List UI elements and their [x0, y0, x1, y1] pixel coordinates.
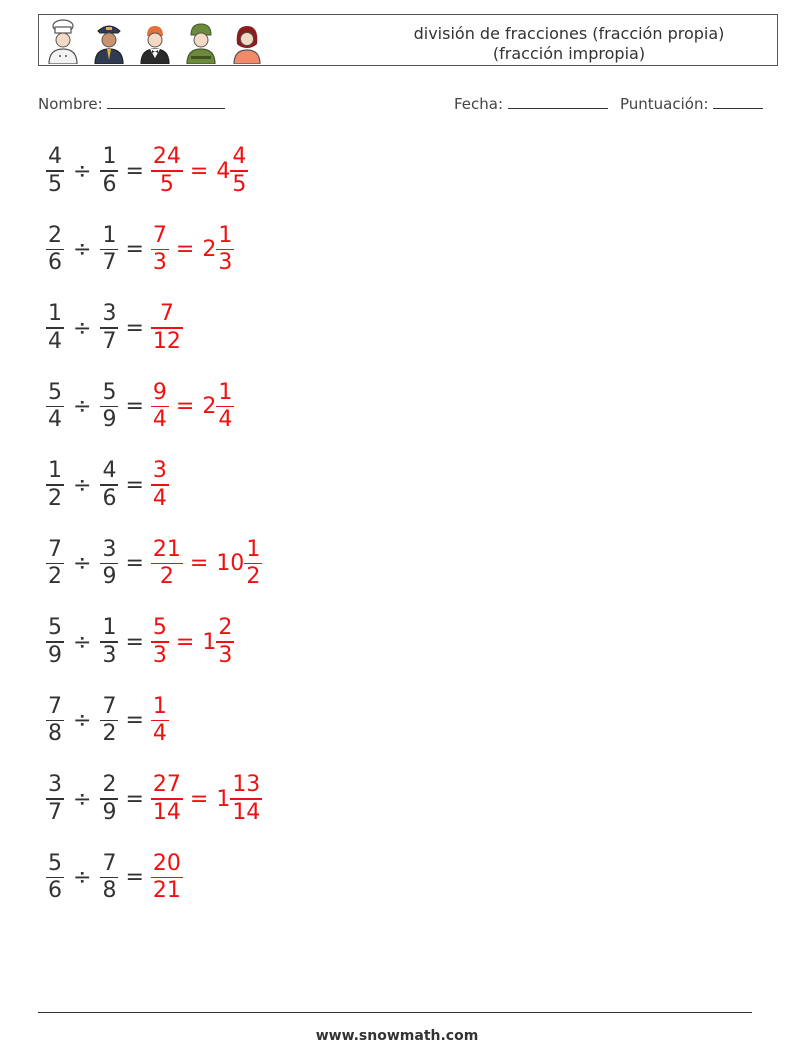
equals-sign: =: [125, 237, 144, 262]
title-line-1: división de fracciones (fracción propia): [413, 24, 725, 43]
problem-row: [46, 534, 262, 594]
problem-row: [46, 691, 169, 751]
answer-fraction: [151, 615, 169, 669]
numerator: 2: [218, 615, 233, 641]
denominator: 8: [48, 721, 62, 747]
divide-sign: ÷: [73, 158, 92, 184]
mixed-fraction: [244, 537, 262, 591]
mixed-fraction: [216, 615, 234, 669]
equals-sign: =: [125, 708, 144, 733]
denominator: 12: [152, 328, 181, 354]
footer-divider: [38, 1012, 752, 1013]
problem-row: [46, 141, 248, 201]
numerator: 5: [48, 615, 62, 641]
denominator: 6: [102, 171, 117, 197]
denominator: 14: [152, 799, 181, 825]
divisor-fraction: [100, 772, 118, 826]
denominator: 9: [102, 799, 117, 825]
equals-sign: =: [125, 315, 144, 341]
numerator: 7: [48, 536, 62, 562]
denominator: 3: [218, 250, 233, 276]
divide-sign: ÷: [73, 315, 92, 341]
equals-sign-answer: =: [175, 629, 195, 655]
numerator: 2: [102, 772, 117, 798]
divide-sign: ÷: [73, 708, 92, 733]
numerator: 1: [218, 379, 233, 405]
numerator: 1: [102, 615, 117, 641]
numerator: 21: [152, 536, 181, 562]
dividend-fraction: [46, 772, 64, 826]
denominator: 6: [102, 485, 117, 511]
denominator: 2: [246, 564, 261, 590]
numerator: 1: [152, 693, 167, 719]
numerator: 20: [152, 850, 181, 876]
mixed-fraction: [230, 772, 262, 826]
equals-sign: =: [125, 472, 144, 498]
numerator: 1: [48, 458, 62, 484]
chef-icon: [45, 18, 81, 64]
problem-row: [46, 298, 183, 358]
answer-fraction: [151, 694, 169, 748]
answer-fraction: [151, 380, 169, 434]
divisor-fraction: [100, 380, 118, 434]
equals-sign: =: [125, 786, 144, 812]
denominator: 4: [152, 721, 167, 747]
answer-fraction: [151, 772, 183, 826]
problem-row: [46, 612, 234, 672]
denominator: 2: [48, 485, 62, 511]
equals-sign: =: [125, 551, 144, 576]
date-field[interactable]: [454, 94, 608, 113]
answer-fraction: [151, 458, 169, 512]
denominator: 5: [48, 171, 62, 197]
problem-row: [46, 377, 234, 437]
denominator: 3: [102, 642, 117, 668]
date-blank[interactable]: [508, 94, 608, 109]
problem-row: [46, 455, 169, 515]
denominator: 2: [102, 721, 117, 747]
answer-fraction: [151, 223, 169, 277]
denominator: 2: [48, 564, 62, 590]
numerator: 1: [218, 222, 233, 248]
denominator: 8: [102, 878, 117, 904]
worksheet-title: [369, 24, 769, 64]
equals-sign: =: [125, 865, 144, 890]
worksheet-header: [38, 14, 778, 66]
score-field[interactable]: [620, 94, 763, 113]
mixed-whole: 2: [202, 237, 217, 262]
mixed-fraction: [230, 144, 248, 198]
denominator: 5: [159, 171, 174, 197]
score-blank[interactable]: [713, 94, 763, 109]
numerator: 7: [102, 850, 117, 876]
divide-sign: ÷: [73, 629, 92, 655]
equals-sign-answer: =: [175, 394, 195, 419]
name-field[interactable]: [38, 94, 225, 113]
avatar-strip: [45, 18, 265, 64]
numerator: 5: [48, 850, 62, 876]
divisor-fraction: [100, 223, 118, 277]
date-label: Fecha:: [454, 95, 504, 113]
mixed-fraction: [216, 380, 234, 434]
denominator: 9: [102, 407, 117, 433]
denominator: 4: [152, 485, 167, 511]
numerator: 3: [48, 772, 62, 798]
denominator: 14: [232, 799, 261, 825]
answer-fraction: [151, 301, 183, 355]
denominator: 6: [48, 878, 62, 904]
denominator: 7: [102, 328, 117, 354]
mixed-whole: 4: [216, 158, 231, 184]
divisor-fraction: [100, 144, 118, 198]
numerator: 5: [102, 379, 117, 405]
answer-fraction: [151, 537, 183, 591]
footer-url: www.snowmath.com: [315, 1028, 479, 1044]
equals-sign: =: [125, 158, 144, 184]
score-label: Puntuación:: [620, 95, 709, 113]
denominator: 21: [152, 878, 181, 904]
denominator: 7: [102, 250, 117, 276]
denominator: 4: [152, 407, 167, 433]
problem-row: [46, 220, 234, 280]
dividend-fraction: [46, 223, 64, 277]
numerator: 3: [102, 536, 117, 562]
equals-sign: =: [125, 629, 144, 655]
numerator: 4: [102, 458, 117, 484]
denominator: 9: [102, 564, 117, 590]
problem-row: [46, 769, 262, 829]
waiter-icon: [137, 18, 173, 64]
numerator: 2: [48, 222, 62, 248]
dividend-fraction: [46, 694, 64, 748]
denominator: 4: [48, 407, 62, 433]
dividend-fraction: [46, 301, 64, 355]
info-row: [38, 94, 770, 114]
numerator: 1: [246, 536, 261, 562]
numerator: 5: [152, 615, 167, 641]
numerator: 3: [102, 301, 117, 327]
divide-sign: ÷: [73, 237, 92, 262]
divide-sign: ÷: [73, 786, 92, 812]
numerator: 24: [152, 144, 181, 170]
numerator: 4: [232, 144, 247, 170]
numerator: 27: [152, 772, 181, 798]
dividend-fraction: [46, 851, 64, 905]
equals-sign: =: [125, 394, 144, 419]
equals-sign-answer: =: [189, 158, 209, 184]
divisor-fraction: [100, 458, 118, 512]
dividend-fraction: [46, 458, 64, 512]
divide-sign: ÷: [73, 865, 92, 890]
divisor-fraction: [100, 851, 118, 905]
title-line-2: (fracción impropia): [492, 44, 646, 63]
numerator: 7: [102, 693, 117, 719]
numerator: 3: [152, 458, 167, 484]
denominator: 3: [152, 642, 167, 668]
denominator: 2: [159, 564, 174, 590]
dividend-fraction: [46, 144, 64, 198]
divide-sign: ÷: [73, 551, 92, 576]
divisor-fraction: [100, 537, 118, 591]
denominator: 4: [48, 328, 62, 354]
numerator: 1: [102, 222, 117, 248]
answer-fraction: [151, 144, 183, 198]
name-label: Nombre:: [38, 95, 103, 113]
dividend-fraction: [46, 380, 64, 434]
answer-fraction: [151, 851, 183, 905]
denominator: 9: [48, 642, 62, 668]
divide-sign: ÷: [73, 394, 92, 419]
mixed-whole: 1: [216, 786, 231, 812]
denominator: 6: [48, 250, 62, 276]
numerator: 4: [48, 144, 62, 170]
equals-sign-answer: =: [175, 237, 195, 262]
mixed-whole: 1: [202, 629, 217, 655]
denominator: 7: [48, 799, 62, 825]
mixed-whole: 2: [202, 394, 217, 419]
divide-sign: ÷: [73, 472, 92, 498]
divisor-fraction: [100, 694, 118, 748]
mixed-fraction: [216, 223, 234, 277]
numerator: 7: [48, 693, 62, 719]
dividend-fraction: [46, 537, 64, 591]
denominator: 3: [152, 250, 167, 276]
numerator: 9: [152, 379, 167, 405]
equals-sign-answer: =: [189, 786, 209, 812]
denominator: 5: [232, 171, 247, 197]
name-blank[interactable]: [107, 94, 225, 109]
numerator: 5: [48, 379, 62, 405]
denominator: 4: [218, 407, 233, 433]
numerator: 7: [159, 301, 174, 327]
equals-sign-answer: =: [189, 551, 209, 576]
numerator: 1: [102, 144, 117, 170]
mixed-whole: 10: [216, 551, 245, 576]
pilot-icon: [91, 18, 127, 64]
woman-icon: [229, 18, 265, 64]
denominator: 3: [218, 642, 233, 668]
numerator: 1: [48, 301, 62, 327]
problem-row: [46, 848, 183, 908]
divisor-fraction: [100, 615, 118, 669]
dividend-fraction: [46, 615, 64, 669]
soldier-icon: [183, 18, 219, 64]
numerator: 13: [232, 772, 261, 798]
numerator: 7: [152, 222, 167, 248]
divisor-fraction: [100, 301, 118, 355]
